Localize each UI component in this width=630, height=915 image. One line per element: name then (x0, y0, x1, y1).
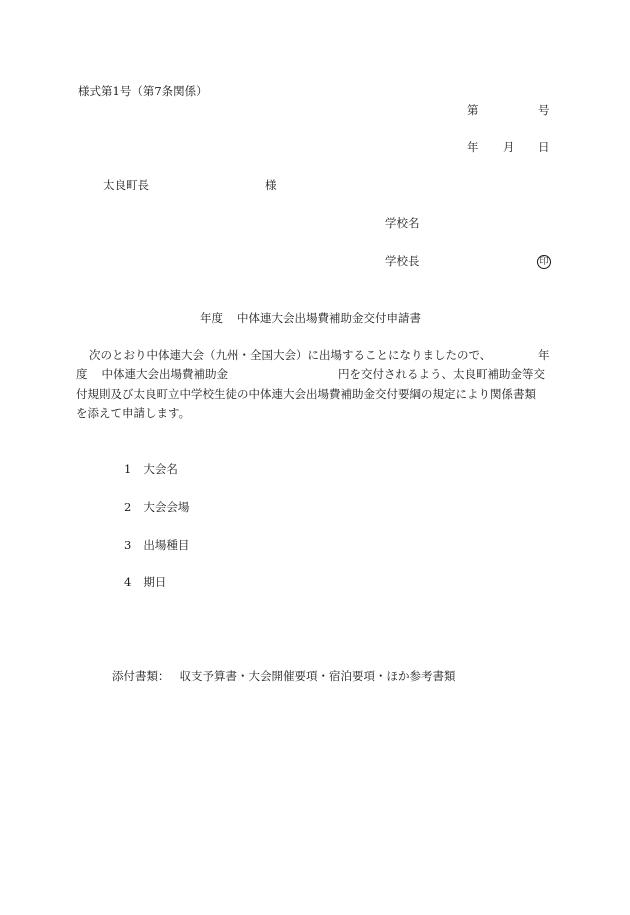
item-label: 大会名 (143, 462, 178, 476)
body-line2-c: 円を交付されるよう、太良町補助金等交 (338, 367, 545, 381)
attachments-label: 添付書類： (112, 669, 170, 683)
body-line3: 付規則及び太良町立中学校生徒の中体連大会出場費補助金交付要綱の規定により関係書類 (76, 387, 536, 401)
item-number: 4 (124, 575, 132, 589)
item-label: 期日 (143, 575, 167, 589)
number-prefix: 第 (467, 103, 479, 117)
body-line2-a: 度 (76, 367, 88, 381)
item-label: 大会会場 (143, 500, 190, 514)
principal-label: 学校長 (385, 254, 420, 268)
item-number: 1 (124, 462, 132, 476)
item-label: 出場種目 (143, 538, 190, 552)
body-line1-b: 年 (538, 348, 550, 362)
body-line4: を添えて申請します。 (76, 406, 191, 420)
list-item (124, 540, 189, 552)
date-year: 年 (467, 140, 479, 154)
seal-icon (537, 255, 551, 269)
form-label: 様式第1号（第7条関係） (78, 84, 208, 98)
document-title (200, 313, 421, 325)
attachments-text: 収支予算書・大会開催要項・宿泊要項・ほか参考書類 (179, 669, 456, 683)
list-item (124, 502, 189, 514)
date-day: 日 (538, 140, 550, 154)
item-number: 3 (124, 538, 132, 552)
seal-char: 印 (537, 255, 551, 269)
school-name-label: 学校名 (385, 216, 420, 230)
title-year: 年度 (200, 311, 223, 325)
item-number: 2 (124, 500, 132, 514)
body-line2-b: 中体連大会出場費補助金 (101, 367, 228, 381)
number-suffix: 号 (538, 103, 550, 117)
list-item (124, 464, 178, 476)
body-line1-a: 次のとおり中体連大会（九州・全国大会）に出場することになりましたので、 (89, 348, 492, 362)
addressee-honorific: 様 (265, 178, 277, 192)
date-month: 月 (503, 140, 515, 154)
addressee-name: 太良町長 (103, 178, 149, 192)
list-item (124, 577, 166, 589)
title-text: 中体連大会出場費補助金交付申請書 (237, 311, 421, 325)
attachments (112, 671, 456, 683)
